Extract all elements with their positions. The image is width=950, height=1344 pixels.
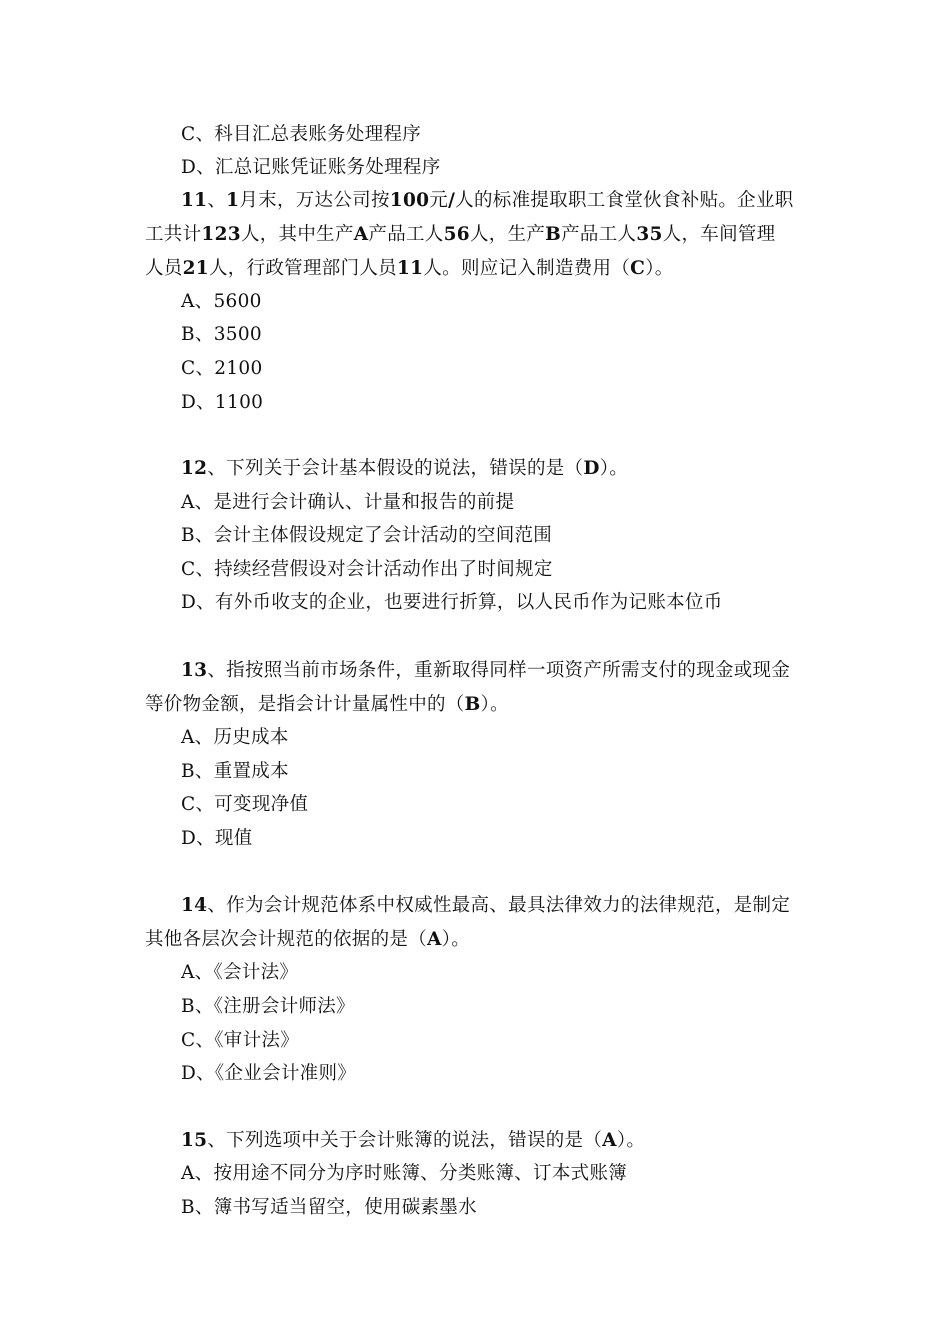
stem-text: 月末，万达公司按: [239, 190, 390, 211]
stem-text: 、下列选项中关于会计账簿的说法，错误的是（: [207, 1130, 603, 1151]
stem-text: 元: [429, 190, 449, 211]
stem-text: ）。: [645, 258, 674, 279]
question-11-option: B、3500: [181, 324, 262, 345]
stem-text: /: [448, 190, 456, 211]
stem-text: 人，车间管理: [662, 224, 776, 245]
stem-text: 人，生产: [469, 224, 546, 245]
question-13-option: A、历史成本: [181, 727, 289, 748]
stem-text: 1: [226, 190, 240, 211]
question-12-option: B、会计主体假设规定了会计活动的空间范围: [181, 525, 553, 546]
stem-text: ）。: [616, 1130, 646, 1151]
question-13-option: D、现值: [181, 828, 253, 849]
stem-text: 其他各层次会计规范的依据的是（: [145, 929, 428, 950]
stem-text: 123: [201, 224, 241, 245]
stem-text: 、: [207, 190, 227, 211]
stem-text: D: [583, 458, 600, 479]
stem-text: 等价物金额，是指会计计量属性中的（: [145, 694, 465, 715]
stem-text: 人，其中生产: [240, 224, 354, 245]
question-14-option: A、《会计法》: [181, 962, 299, 983]
stem-text: B: [545, 224, 562, 245]
question-11-option: A、5600: [181, 291, 262, 312]
stem-text: 产品工人: [368, 224, 444, 245]
stem-text: 12: [181, 458, 208, 479]
question-12-option: D、有外币收支的企业，也要进行折算，以人民币作为记账本位币: [181, 592, 723, 613]
prev-option-c: C、科目汇总表账务处理程序: [181, 124, 422, 145]
question-13-option: B、重置成本: [181, 761, 289, 782]
stem-text: 人员: [145, 258, 183, 279]
question-15-stem-line: [181, 1129, 645, 1153]
question-13-option: C、可变现净值: [181, 794, 309, 815]
question-15-option: A、按用途不同分为序时账簿、分类账簿、订本式账簿: [181, 1163, 628, 1184]
stem-text: 、指按照当前市场条件，重新取得同样一项资产所需支付的现金或现金: [207, 660, 791, 681]
question-11-stem-line: [145, 223, 775, 247]
stem-text: ）。: [441, 929, 471, 950]
question-13-stem-line: [181, 659, 790, 683]
stem-text: 21: [182, 258, 209, 279]
stem-text: A: [353, 224, 369, 245]
stem-text: ）。: [480, 694, 509, 715]
question-12-stem-line: [181, 457, 628, 481]
stem-text: 11: [181, 190, 208, 211]
question-14-stem-line: [181, 894, 790, 918]
stem-text: 产品工人: [561, 224, 637, 245]
stem-text: 35: [636, 224, 663, 245]
stem-text: 11: [396, 258, 424, 279]
question-11-option: C、2100: [181, 358, 263, 379]
stem-text: ）。: [599, 458, 629, 479]
stem-text: A: [427, 929, 442, 950]
stem-text: 、作为会计规范体系中权威性最高、最具法律效力的法律规范，是制定: [207, 895, 791, 916]
stem-text: 工共计: [145, 224, 202, 245]
question-13-stem-line: [145, 693, 509, 717]
question-11-stem-line: [145, 257, 674, 281]
stem-text: 人，行政管理部门人员: [208, 258, 397, 279]
stem-text: 14: [181, 895, 208, 916]
question-15-option: B、簿书写适当留空，使用碳素墨水: [181, 1197, 477, 1218]
question-12-option: A、是进行会计确认、计量和报告的前提: [181, 492, 515, 513]
stem-text: 人的标准提取职工食堂伙食补贴。企业职: [455, 190, 794, 211]
question-11-option: D、1100: [181, 392, 264, 413]
stem-text: 100: [389, 190, 430, 211]
stem-text: C: [630, 258, 646, 279]
question-14-stem-line: [145, 928, 470, 952]
stem-text: 、下列关于会计基本假设的说法，错误的是（: [207, 458, 584, 479]
stem-text: 56: [443, 224, 470, 245]
stem-text: B: [464, 694, 481, 715]
question-14-option: B、《注册会计师法》: [181, 996, 355, 1017]
stem-text: A: [602, 1130, 617, 1151]
stem-text: 人。则应记入制造费用（: [423, 258, 631, 279]
stem-text: 13: [181, 660, 208, 681]
question-12-option: C、持续经营假设对会计活动作出了时间规定: [181, 559, 553, 580]
question-14-option: C、《审计法》: [181, 1030, 300, 1051]
question-14-option: D、《企业会计准则》: [181, 1063, 357, 1084]
question-11-stem-line: [181, 189, 794, 213]
prev-option-d: D、汇总记账凭证账务处理程序: [181, 157, 441, 178]
stem-text: 15: [181, 1130, 208, 1151]
